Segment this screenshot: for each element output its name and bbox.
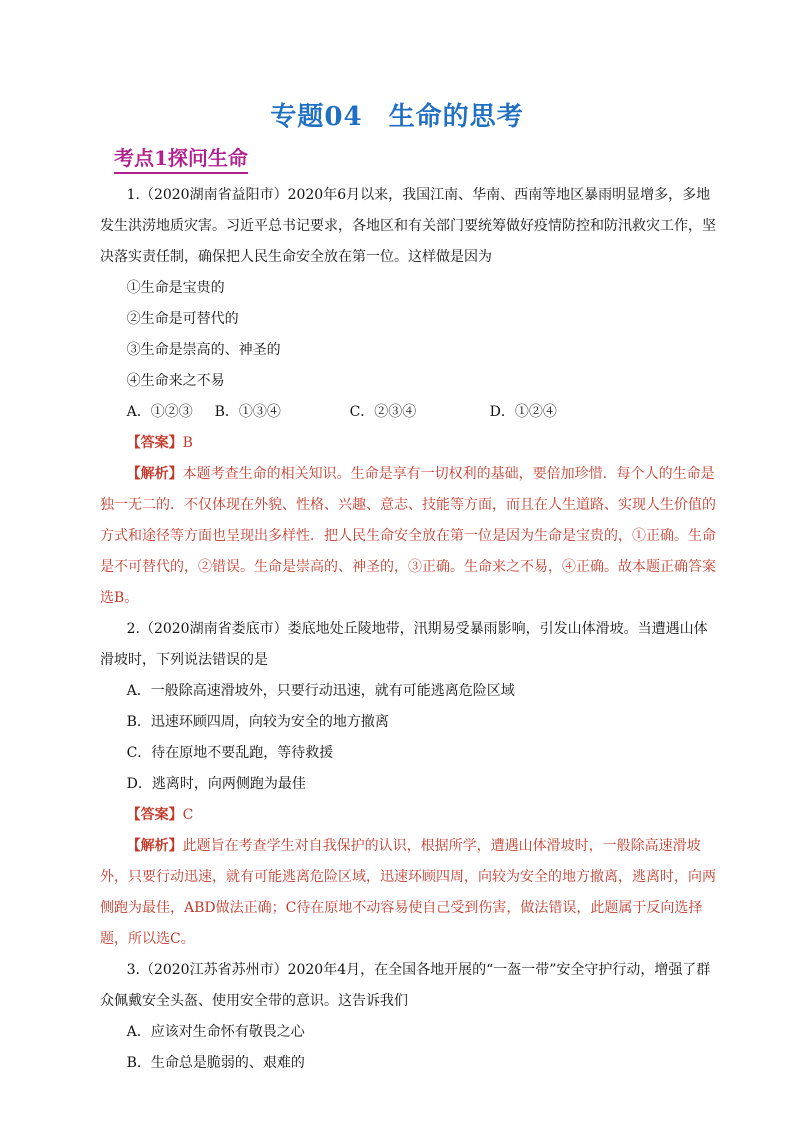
q2-answer-value: C — [182, 807, 194, 823]
q1-item-1: ①生命是宝贵的 — [126, 280, 225, 296]
q1-item-3: ③生命是崇高的、神圣的 — [126, 342, 281, 358]
q1-answer — [100, 428, 720, 459]
answer-label: 【答案】 — [126, 807, 183, 823]
q1-analysis-part4: 错误。生命是崇高的、神圣的，③正确。生命来之不易，④正确。故本题正确答案选B。 — [100, 559, 716, 606]
q1-item-4: ④生命来之不易 — [126, 373, 225, 389]
q1-choice-c: C．②③④ — [349, 404, 417, 420]
q3-option-a: A．应该对生命怀有敬畏之心 — [126, 1024, 305, 1040]
q2-option-c: C．待在原地不要乱跑，等待救援 — [126, 745, 334, 761]
q2-option-a: A．一般除高速滑坡外，只要行动迅速，就有可能逃离危险区域 — [126, 683, 515, 699]
q1-analysis-part2: 。生命是不可替代的， — [100, 528, 716, 575]
q2-analysis-text: 此题旨在考查学生对自我保护的认识，根据所学，遭遇山体滑坡时，一般除高速滑坡外，只要行动迅速，就有可能逃离危险区域，迅速环顾四周，向较为安全的地方撤离，逃离时，向两侧跑为最佳，ABD做法正确；C待在原地不动容易使自己受到伤害，做法错误，此题属于反向选择题，所以选C。 — [100, 838, 716, 947]
answer-label: 【答案】 — [126, 435, 183, 451]
section-heading: 考点1探问生命 — [114, 144, 248, 174]
q2-analysis — [100, 831, 720, 955]
question-body — [100, 180, 720, 1079]
q1-analysis-part3: ② — [198, 559, 212, 575]
q1-choice-b: B．①③④ — [214, 404, 281, 420]
analysis-label: 【解析】 — [126, 838, 183, 854]
q1-choices — [100, 397, 720, 428]
page-title — [0, 96, 794, 133]
q1-analysis — [100, 459, 720, 614]
analysis-label: 【解析】 — [126, 466, 183, 482]
q1-stem: 1.（2020湖南省益阳市）2020年6月以来，我国江南、华南、西南等地区暴雨明显增多，多地发生洪涝地质灾害。习近平总书记要求，各地区和有关部门要统筹做好疫情防控和防汛救灾工作，坚决落实责任制，确保把人民生命安全放在第一位。这样做是因为 — [100, 187, 716, 265]
q2-option-b: B．迅速环顾四周，向较为安全的地方撤离 — [126, 714, 389, 730]
q2-answer — [100, 800, 720, 831]
q2-option-d: D．逃离时，向两侧跑为最佳 — [126, 776, 306, 792]
topic-name: 生命的思考 — [388, 102, 524, 132]
q3-stem: 3.（2020江苏省苏州市）2020年4月，在全国各地开展的“一盔一带”安全守护行动，增强了群众佩戴安全头盔、使用安全带的意识。这告诉我们 — [100, 962, 711, 1009]
topic-number: 专题04 — [270, 102, 363, 132]
q1-choice-a: A．①②③ — [126, 404, 193, 420]
q1-analysis-part1: 本题考查生命的相关知识。生命是享有一切权利的基础，要倍加珍惜．每个人的生命是独一无二的．不仅体现在外貌、性格、兴趣、意志、技能等方面，而且在人生道路、实现人生价值的方式和途径等方面也呈现出多样性．把人民生命安全放在第一位是因为生命是宝贵的，①正确 — [100, 466, 716, 544]
q2-stem: 2.（2020湖南省娄底市）娄底地处丘陵地带，汛期易受暴雨影响，引发山体滑坡。当遭遇山体滑坡时，下列说法错误的是 — [100, 621, 708, 668]
q1-answer-value: B — [182, 435, 193, 451]
q1-item-2: ②生命是可替代的 — [126, 311, 239, 327]
q1-choice-d: D．①②④ — [489, 404, 557, 420]
q3-option-b: B．生命总是脆弱的、艰难的 — [126, 1055, 305, 1071]
